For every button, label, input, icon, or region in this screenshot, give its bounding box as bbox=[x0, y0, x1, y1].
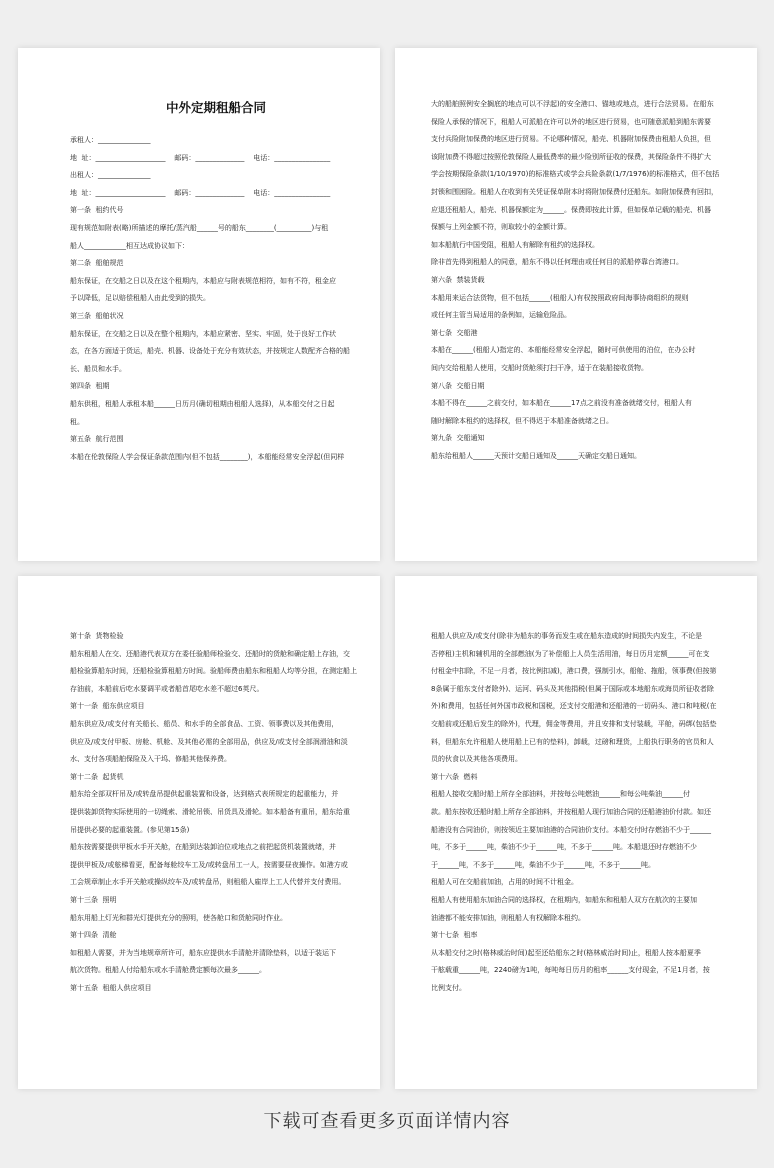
document-page-1 bbox=[18, 48, 380, 561]
text-line: 从本船交付之时(格林威治时间)起至还给船东之时(格林威治时间)止，租船人按本船夏季 bbox=[431, 948, 701, 957]
text-line: 本船在伦敦保险人学会保证条款范围内(但不包括________)，本船能经常安全浮起(但同样 bbox=[70, 452, 345, 461]
article-heading: 第十五条 租船人供应项目 bbox=[70, 983, 152, 992]
text-line: 支付兵险附加保费的地区进行贸易。不论哪种情况，船壳、机器附加保费由租船人负担，但 bbox=[431, 135, 711, 144]
text-line: 员的伙食以及其他各项费用。 bbox=[431, 755, 522, 764]
article-heading: 第十七条 租率 bbox=[431, 931, 478, 940]
article-heading: 第三条 船舶状况 bbox=[70, 311, 124, 320]
text-line: 干舷载重______吨，2240磅为1吨，每吨每日历月的租率______支付现金，不足1月者，按 bbox=[431, 966, 710, 975]
text-line: 船东按需要提供甲板水手开关舱，在船到达装卸泊位或地点之前把起货机装置就绪，并 bbox=[70, 843, 336, 852]
text-line: 态，在各方面适于货运，船壳、机器、设备处于充分有效状态，并按规定人数配齐合格的船 bbox=[70, 347, 350, 356]
document-page-4 bbox=[395, 576, 757, 1089]
text-line: 出租人：_______________ bbox=[70, 171, 151, 180]
text-line: 现有规范如附表(略)所描述的摩托/蒸汽船______号的船东________(__________)与租 bbox=[70, 223, 329, 232]
text-line: 或任何主管当局适用的条例如，运输危险品。 bbox=[431, 311, 571, 320]
text-line: 除非首先得到租船人的同意，船东不得以任何理由或任何目的派船停靠台湾港口。 bbox=[431, 258, 683, 267]
text-line: 如租船人需要，并为当地规章所许可，船东应提供水手清舱并清除垫料，以适于装运下 bbox=[70, 948, 336, 957]
text-line: 航次货物。租船人付给船东或水手清舱费定额每次最多______。 bbox=[70, 966, 266, 975]
text-line: 船港没有合同油价，则按领近主要加油港的合同油价支付。本船交付时存燃油不少于______ bbox=[431, 825, 711, 834]
text-line: 长、船员和水手。 bbox=[70, 364, 126, 373]
article-heading: 第六条 禁装货载 bbox=[431, 275, 485, 284]
text-line: 船东保证，在交船之日以及在整个租期内，本船应紧密、坚实、牢固，处于良好工作状 bbox=[70, 329, 336, 338]
text-line: 工会规章制止水手开关舱或操纵绞车及/或转盘吊，则租船人雇岸上工人代替并支付费用。 bbox=[70, 878, 346, 887]
text-line: 提供装卸货物实际使用的一切绳索、滑轮吊锁、吊货具及滑轮。如本船备有重吊，船东给重 bbox=[70, 807, 350, 816]
text-line: 款。船东按收还船时船上所存全部油料，并按租船人现行加油合同的还船港油价付款。如还 bbox=[431, 807, 711, 816]
article-heading: 第八条 交船日期 bbox=[431, 381, 485, 390]
text-line: 外)和费用，包括任何外国市政税和国税，还支付交船港和还船港的一切码头、港口和吨税(在 bbox=[431, 702, 717, 711]
text-line: 水、支付各项船舶保险及入干坞、修船其他保养费。 bbox=[70, 755, 231, 764]
text-line: 保额与上列金额不符，则取较小的金额计算。 bbox=[431, 223, 571, 232]
text-line: 吨，不多于______吨，柴油不少于______吨，不多于______吨。本船退还时存燃油不少 bbox=[431, 843, 697, 852]
page-3-text bbox=[70, 628, 364, 997]
text-line: 承租人：_______________ bbox=[70, 136, 151, 144]
text-line: 地 址：____________________ 邮码：______________ 电话：________________ bbox=[70, 188, 331, 197]
text-line: 于______吨，不多于______吨，柴油不少于______吨，不多于______吨。 bbox=[431, 860, 655, 869]
download-more-caption: 下载可查看更多页面详情内容 bbox=[263, 1111, 511, 1132]
text-line: 船东供应及/或支付有关船长、船员、和水手的全部食品、工资、领事费以及其他费用， bbox=[70, 719, 339, 728]
text-line: 船东给租船人______天预计交船日通知及______天确定交船日通知。 bbox=[431, 451, 641, 460]
text-line: 交船前或还船后发生的除外)，代理，佣金等费用，并且安排和支付装载，平舱，码绑(包括垫 bbox=[431, 719, 717, 728]
text-line: 封锁和围困险。租船人在收到有关凭证保单附本时将附加保费付还船东。如附加保费有回扣， bbox=[431, 187, 718, 196]
text-line: 租船人可在交船前加油，占用的时间不计租金。 bbox=[431, 878, 578, 887]
text-line: 本船不得在______之前交付，如本船在______17点之前没有准备就绪交付，租船人有 bbox=[431, 399, 692, 408]
page-1-text bbox=[70, 132, 362, 466]
text-line: 吊提供必要的起重装置。(参见第15条) bbox=[70, 825, 190, 834]
text-line: 比例支付。 bbox=[431, 983, 466, 992]
text-line: 船东供租，租船人承租本船______日历月(确切租期由租船人选择)，从本船交付之日起 bbox=[70, 399, 335, 408]
article-heading: 第十一条 船东供应项目 bbox=[70, 702, 145, 711]
text-line: 8条属于船东支付者除外)、运河、码头及其他捐税(但属于国际或本地船东或海员所征收者除 bbox=[431, 684, 714, 693]
article-heading: 第五条 航行范围 bbox=[70, 435, 124, 444]
text-line: 保险人承保的情况下，租船人可派船在许可以外的地区进行贸易，也可随意派船到船东需要 bbox=[431, 117, 711, 126]
text-line: 租船人接收交船时船上所存全部油料，并按每公吨燃油______和每公吨柴油______付 bbox=[431, 790, 690, 799]
text-line: 油港都不能安排加油，则租船人有权解除本租约。 bbox=[431, 913, 585, 922]
text-line: 料，但船东允许租船人使用船上已有的垫料)，卸载，过磅和理货，上船执行职务的官员和人 bbox=[431, 737, 714, 746]
article-heading: 第十条 货物检验 bbox=[70, 632, 124, 640]
contract-title: 中外定期租船合同 bbox=[165, 100, 266, 115]
page-2-text bbox=[431, 96, 741, 465]
text-line: 租。 bbox=[70, 417, 84, 426]
text-line: 随时解除本租约的选择权，但不得迟于本船准备就绪之日。 bbox=[431, 416, 613, 425]
text-line: 船东用船上灯光和群光灯提供充分的照明，使各舱口和货舱同时作业。 bbox=[70, 913, 287, 922]
text-line: 船东保证，在交船之日以及在这个租期内，本船应与附表规范相符，如有不符，租金应 bbox=[70, 276, 336, 285]
text-line: 本船用来运合法货物，但不包括______(租船人)有权按照政府间海事协商组织的规则 bbox=[431, 293, 689, 302]
text-line: 该附加费不得超过按照伦敦保险人最低费率的最少险别所征收的保费，其保险条件不得扩大 bbox=[431, 152, 711, 161]
text-line: 船检验算船东时间，还船检验算租船方时间。验船师费由船东和租船人均等分担，在测定船上 bbox=[70, 667, 357, 676]
text-line: 如本船航行中国受阻，租船人有解除有租约的选择权。 bbox=[431, 240, 599, 249]
document-page-2 bbox=[395, 48, 757, 561]
text-line: 否停租)主机和辅机用的全部燃油(为了补偿船上人员生活用油，每日历月定额______可在支 bbox=[431, 649, 710, 658]
article-heading: 第十二条 起货机 bbox=[70, 772, 124, 781]
article-heading: 第二条 船舶规范 bbox=[70, 259, 124, 268]
article-heading: 第十四条 清舱 bbox=[70, 931, 117, 940]
text-line: 船东租船人在交、还船港代表双方在委任验船师检验交、还船时的货舱和确定船上存油，交 bbox=[70, 649, 350, 658]
article-heading: 第七条 交船港 bbox=[431, 328, 478, 337]
text-line: 地 址：____________________ 邮码：______________ 电话：________________ bbox=[70, 153, 331, 162]
article-heading: 第十六条 燃料 bbox=[431, 772, 478, 781]
text-line: 存油前，本船前后吃水要调平或者船首尾吃水差不超过6英尺。 bbox=[70, 684, 264, 693]
article-heading: 第九条 交船通知 bbox=[431, 434, 485, 443]
text-line: 船东给全部双杆吊及/或转盘吊提供起重装置和设备，达到格式表所规定的起重能力，并 bbox=[70, 790, 339, 799]
text-line: 本船在______(租船人)指定的、本船能经常安全浮起，随时可供使用的泊位，在办公时 bbox=[431, 346, 696, 355]
text-line: 大的船舶照例安全搁底的地点可以不浮起)的安全港口、锚地或地点，进行合法贸易。在船东 bbox=[431, 100, 714, 108]
document-page-3 bbox=[18, 576, 380, 1089]
article-heading: 第一条 租约代号 bbox=[70, 206, 124, 215]
text-line: 间内交给租船人使用，交船时货舱须打扫干净，适于在装船接收货物。 bbox=[431, 363, 648, 372]
text-line: 租船人供应及/或支付(除非为船东的事务而发生或在船东造成的时间损失内发生，不论是 bbox=[431, 632, 703, 640]
page-4-text bbox=[431, 628, 741, 997]
text-line: 付租金中扣除，不足一月者，按比例扣减)，港口费，强制引水，船舱、拖船，领事费(但按第 bbox=[431, 667, 717, 676]
text-line: 供应及/或支付甲板、房舱、机舱、及其他必需的全部用品，供应及/或支付全部润滑油和淡 bbox=[70, 737, 348, 746]
text-line: 提供甲板及/或舷梯看更，配备每舱绞车工及/或转盘吊工一人，按需要昼夜操作。如港方或 bbox=[70, 860, 348, 869]
text-line: 予以降低，足以赔偿租船人由此受到的损失。 bbox=[70, 294, 210, 303]
article-heading: 第十三条 照明 bbox=[70, 895, 117, 904]
text-line: 船人____________相互达成协议如下： bbox=[70, 241, 189, 250]
text-line: 租船人有使用船东加油合同的选择权，在租期内，如船东和租船人双方在航次的主要加 bbox=[431, 895, 697, 904]
text-line: 应退还租船人，船壳、机器保额定为______。保费即按此计算，但如保单记载的船壳、机器 bbox=[431, 205, 711, 214]
article-heading: 第四条 租期 bbox=[70, 382, 110, 391]
text-line: 学会按期保险条款(1/10/1970)的标准格式或学会兵险条款(1/7/1976)的标准格式，但不包括 bbox=[431, 170, 720, 179]
